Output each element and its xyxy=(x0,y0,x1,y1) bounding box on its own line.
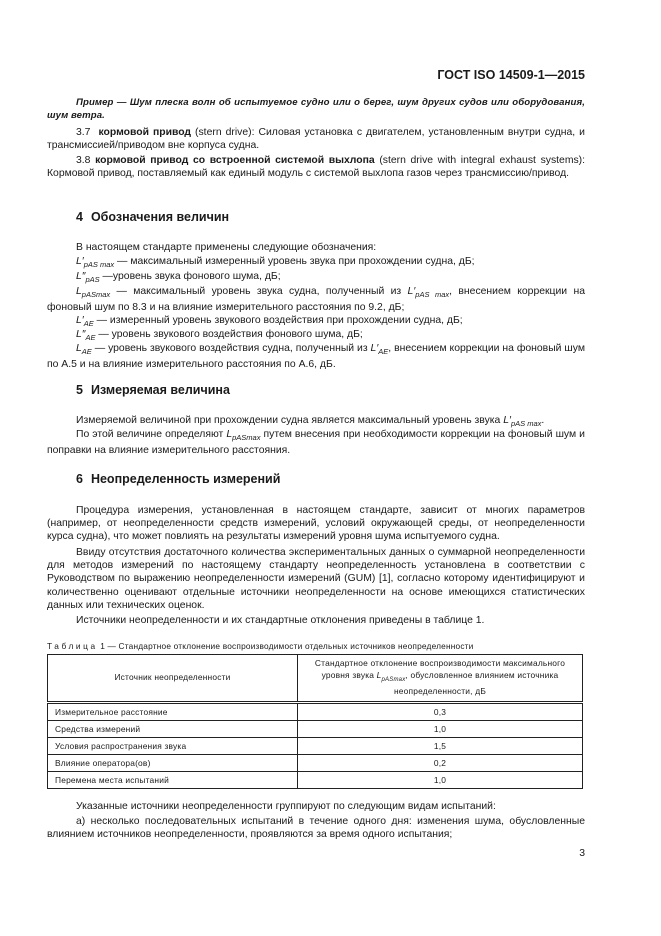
section-number: 4 xyxy=(76,210,83,224)
list-item-a: а) несколько последовательных испытаний в течение одного дня: изменения шума, обусловленные влиянием источников неопределенности, проявляются за время одного испытания; xyxy=(47,816,585,841)
cell-value: 1,0 xyxy=(298,772,583,789)
cell-source: Перемена места испытаний xyxy=(48,772,298,789)
cell-value: 0,3 xyxy=(298,703,583,721)
term-title: кормовой привод со встроенной системой выхлопа xyxy=(95,155,375,166)
symbol-subscript: pASmax xyxy=(232,433,261,442)
symbol: L′ xyxy=(76,315,84,326)
term-number: 3.8 xyxy=(76,155,91,166)
table-caption-label: Таблица xyxy=(47,641,98,651)
section-number: 5 xyxy=(76,383,83,397)
section-4-heading xyxy=(76,210,229,224)
column-header-source: Источник неопределенности xyxy=(48,655,298,703)
cell-value: 1,5 xyxy=(298,738,583,755)
symbol-item xyxy=(47,270,585,286)
term-english: (stern drive) xyxy=(195,127,252,138)
table-row xyxy=(48,772,583,789)
cell-value: 0,2 xyxy=(298,755,583,772)
section-5-heading xyxy=(76,383,230,397)
symbol-description: — измеренный уровень звукового воздействия при прохождении судна, дБ; xyxy=(93,315,463,326)
section-6-paragraph-2: Ввиду отсутствия достаточного количества экспериментальных данных о суммарной неопределенности для методов измерений по настоящему стандарту неопределенность установлена в соответствии с Руководством по выражению неопределенности измерений (GUM) [1], согласно которому идентифицируют и количественно оценивают отдельные источники неопределенности на основе имеющихся статистических данных или технических оценок. xyxy=(47,547,585,611)
symbol-subscript: AE xyxy=(85,333,96,342)
symbol-subscript: pAS xyxy=(85,275,100,284)
table-row xyxy=(48,721,583,738)
section-4-intro: В настоящем стандарте применены следующие обозначения: xyxy=(76,242,377,253)
symbol-item xyxy=(47,255,585,271)
symbol: L′ xyxy=(76,256,84,267)
symbol-reference: L′ xyxy=(370,343,379,354)
uncertainty-table xyxy=(47,654,583,789)
symbol: L xyxy=(226,429,233,440)
symbol-subscript: AE xyxy=(83,319,94,328)
cell-value: 1,0 xyxy=(298,721,583,738)
table-header-row xyxy=(48,655,583,703)
paragraph-text: путем внесения при необходимости коррекции на фоновый шум и поправки на влияние измерительного расстояния. xyxy=(47,429,585,457)
symbol-subscript: pASmax xyxy=(81,290,111,299)
paragraph-text: . xyxy=(541,415,545,426)
term-definition: : Силовая установка с двигателем, установленным внутри судна, и трансмиссией/приводом вне корпуса судна. xyxy=(47,127,585,152)
term-number: 3.7 xyxy=(76,127,91,138)
symbol: L xyxy=(376,669,382,680)
symbol-subscript: pAS max xyxy=(415,290,450,299)
paragraph-text: Измеряемой величиной при прохождении судна является максимальный уровень звука xyxy=(76,415,504,426)
header-text: Стандартное отклонение воспроизводимости максимального уровня звука xyxy=(314,658,566,680)
table-row xyxy=(48,738,583,755)
symbol: L′ xyxy=(503,415,511,426)
symbol-description: — уровень звукового воздействия фонового шума, дБ; xyxy=(95,329,363,340)
symbol-subscript: pAS max xyxy=(83,260,115,269)
header-text: , обусловленное влиянием источника неопределенности, дБ xyxy=(393,669,559,697)
section-6-heading xyxy=(76,472,280,486)
symbol-subscript: AE xyxy=(81,347,92,356)
symbol-item xyxy=(47,285,585,314)
symbol: L xyxy=(76,343,82,354)
grouping-intro: Указанные источники неопределенности группируют по следующим видам испытаний: xyxy=(76,801,496,812)
symbol-subscript: pAS max xyxy=(510,419,542,428)
document-id-header: ГОСТ ISO 14509-1—2015 xyxy=(437,68,585,82)
term-english: (stern drive with integral exhaust systems) xyxy=(379,155,583,166)
paragraph-text: По этой величине определяют xyxy=(76,429,227,440)
section-title: Измеряемая величина xyxy=(90,383,230,397)
table-caption-text: 1 — Стандартное отклонение воспроизводимости отдельных источников неопределенности xyxy=(97,641,474,651)
example-note xyxy=(47,96,585,122)
section-6-paragraph-3: Источники неопределенности и их стандартные отклонения приведены в таблице 1. xyxy=(76,615,485,626)
symbol-description: —уровень звука фонового шума, дБ; xyxy=(99,271,281,282)
section-6-paragraph-1: Процедура измерения, установленная в настоящем стандарте, зависит от многих параметров (например, от неопределенности средств измерений, условий окружающей среды, от неопределенности курса судна), что может повлиять на результаты измерений уровня шума испытуемого судна. xyxy=(47,505,585,543)
term-3-7 xyxy=(47,126,585,152)
section-title: Обозначения величин xyxy=(90,210,230,224)
term-title: кормовой привод xyxy=(98,127,192,138)
table-row xyxy=(48,755,583,772)
cell-source: Средства измерений xyxy=(48,721,298,738)
symbol-item xyxy=(47,342,585,371)
example-text: Шум плеска волн об испытуемое судно или о берег, шум других судов или оборудования, шум ветра. xyxy=(47,97,585,122)
symbol-description: — уровень звукового воздействия судна, полученный из xyxy=(91,343,371,354)
term-3-8 xyxy=(47,154,585,180)
symbol-subscript: AE xyxy=(378,347,389,356)
example-label: Пример — xyxy=(76,97,127,108)
column-header-std-dev xyxy=(298,655,583,703)
section-number: 6 xyxy=(76,472,83,486)
table-caption xyxy=(47,641,474,651)
symbol: L″ xyxy=(76,271,86,282)
symbol: L xyxy=(76,286,82,297)
symbol-subscript: pASmax xyxy=(381,676,406,683)
symbol-description: — максимальный измеренный уровень звука при прохождении судна, дБ; xyxy=(114,256,475,267)
cell-source: Влияние оператора(ов) xyxy=(48,755,298,772)
table-row xyxy=(48,703,583,721)
symbol-reference: L′ xyxy=(407,286,416,297)
page-number: 3 xyxy=(579,848,585,859)
term-definition: : Кормовой привод, поставляемый как единый модуль с системой выхлопа газов через трансмиссию/привод. xyxy=(47,155,586,180)
symbol-description: , внесением коррекции на фоновый шум по А.5 и на влияние измерительного расстояния по А.6, дБ. xyxy=(47,343,585,371)
symbol: L″ xyxy=(76,329,86,340)
symbol-description: , внесением коррекции на фоновый шум по 8.3 и на влияние измерительного расстояния по 9.2, дБ; xyxy=(47,286,585,314)
symbol-description: — максимальный уровень звука судна, полученный из xyxy=(110,286,408,297)
cell-source: Измерительное расстояние xyxy=(48,703,298,721)
section-title: Неопределенность измерений xyxy=(90,472,281,486)
section-5-paragraph-2 xyxy=(47,428,585,457)
cell-source: Условия распространения звука xyxy=(48,738,298,755)
